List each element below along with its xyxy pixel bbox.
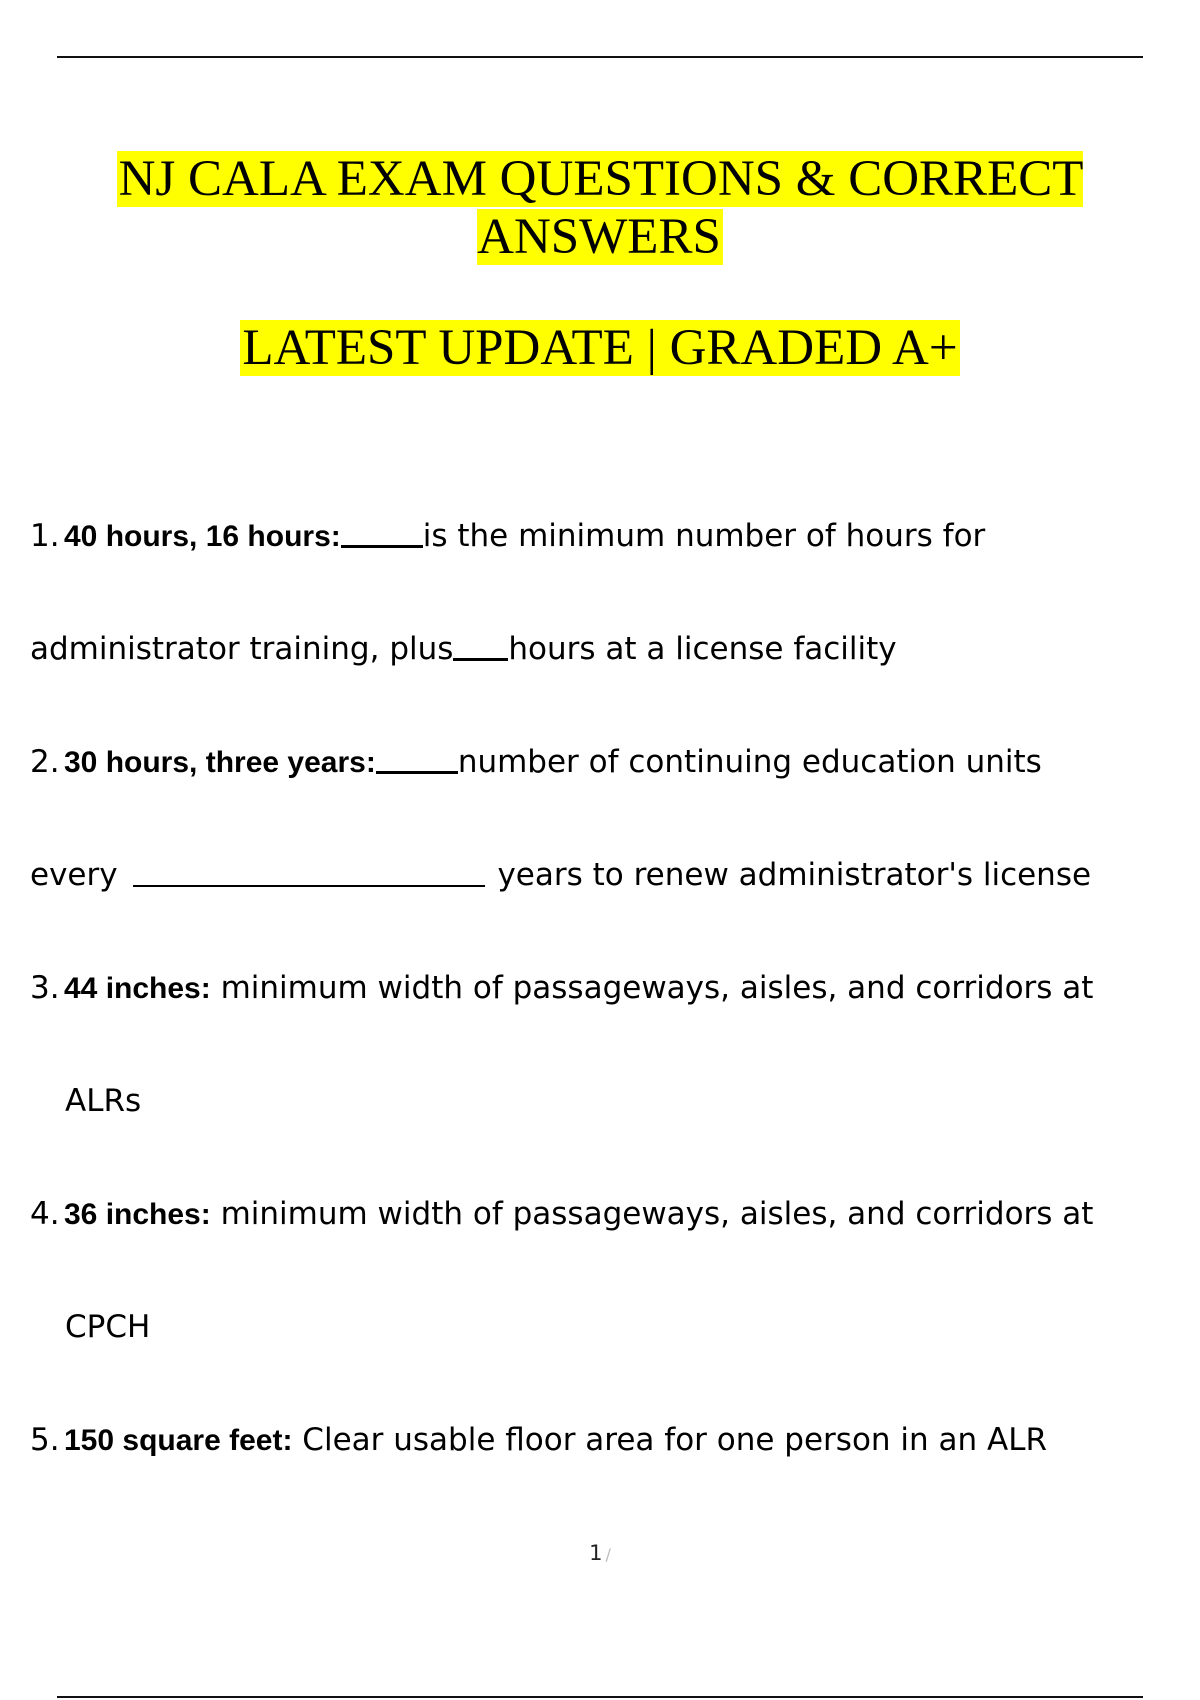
question-number: 1. [30,518,60,554]
document-title-line-1: NJ CALA EXAM QUESTIONS & CORRECT ANSWERS [118,151,1084,265]
answer-term: 30 hours, three years: [64,746,376,779]
answer-term: 40 hours, 16 hours: [64,520,341,553]
question-text: Clear usable floor area for one person in an ALR [292,1422,1048,1458]
question-2-line-1 [30,742,1042,783]
question-text: administrator training, plus [30,631,454,667]
question-number: 3. [30,970,60,1006]
question-text: CPCH [65,1309,151,1345]
blank-line [341,544,423,548]
question-number: 4. [30,1196,60,1232]
question-text: minimum width of passageways, aisles, and corridors at [210,1196,1094,1232]
question-4-line-2 [65,1307,150,1347]
question-number: 2. [30,744,60,780]
question-text: hours at a license facility [508,631,897,667]
blank-line [376,770,458,774]
question-text: every [30,857,118,893]
question-1-line-2 [30,629,897,669]
answer-term: 36 inches: [64,1198,211,1231]
blank-line [453,657,508,661]
question-text: is the minimum number of hours for [422,518,986,554]
question-text: number of continuing education units [457,744,1042,780]
question-5-line-1 [30,1420,1047,1461]
page-number [0,1541,1200,1565]
footer-rule [57,1696,1143,1698]
question-3-line-2 [65,1081,141,1121]
question-number: 5. [30,1422,60,1458]
header-rule [57,56,1143,58]
question-1-line-1 [30,516,985,557]
answer-term: 150 square feet: [64,1424,293,1457]
question-2-line-2 [30,855,1091,895]
blank-line [133,884,485,887]
page-number-separator: / [605,1545,611,1564]
question-3-line-1 [30,968,1093,1009]
document-title-line-2: LATEST UPDATE | GRADED A+ [242,320,958,376]
question-4-line-1 [30,1194,1093,1235]
question-text: years to renew administrator's license [497,857,1092,893]
question-text: minimum width of passageways, aisles, and corridors at [210,970,1094,1006]
page-number-value: 1 [589,1541,603,1565]
question-text: ALRs [65,1083,142,1119]
answer-term: 44 inches: [64,972,211,1005]
